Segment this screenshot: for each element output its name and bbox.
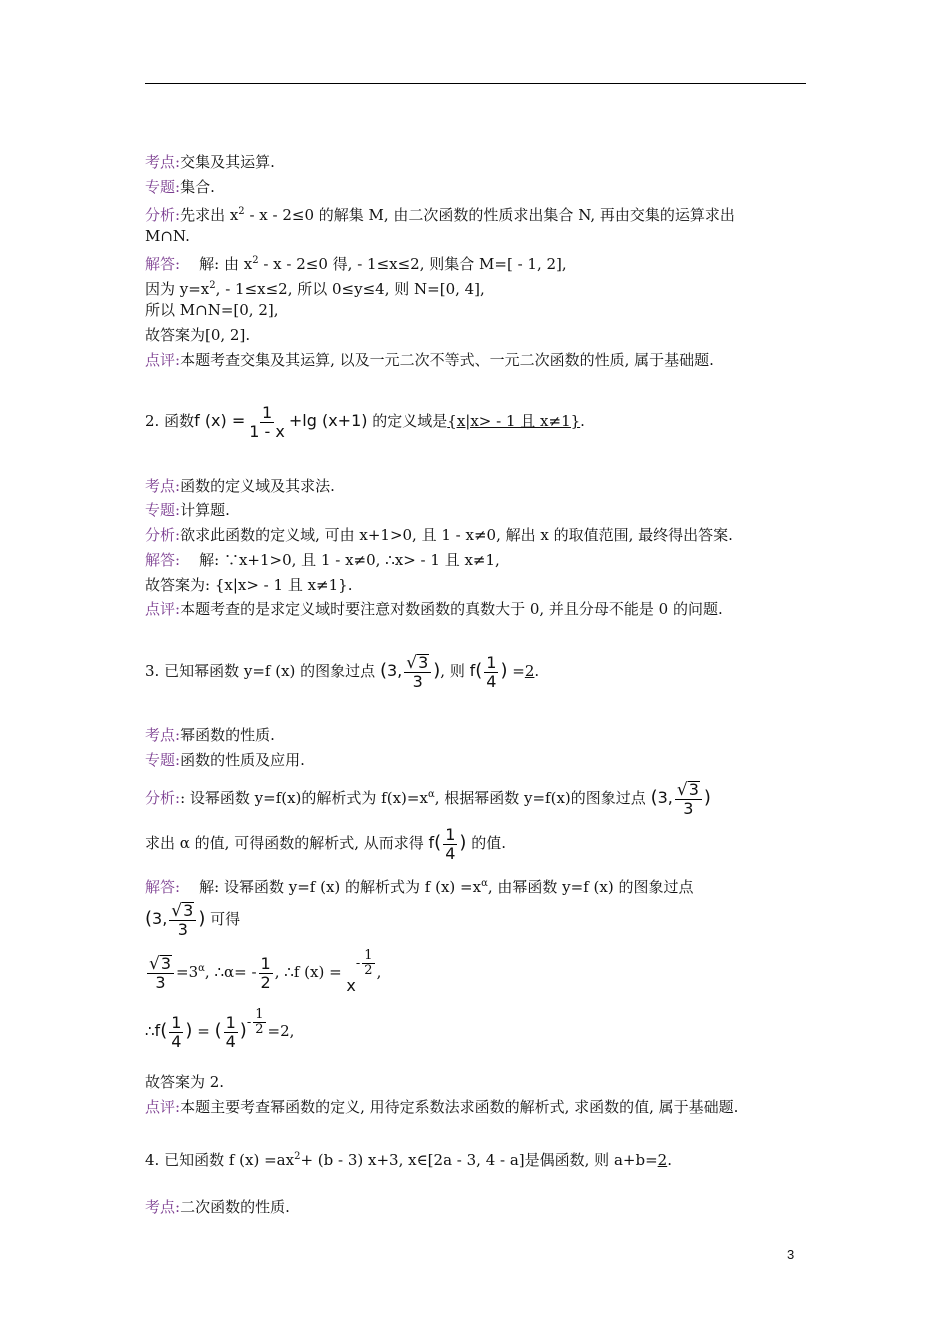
q2-fenxi: 分析:欲求此函数的定义域, 可由 x+1>0, 且 1 - x≠0, 解出 x 的取值范围, 最终得出答案. (145, 526, 733, 544)
q3-dianping: 点评:本题主要考查幂函数的定义, 用待定系数法求函数的解析式, 求函数的值, 属于基础题. (145, 1098, 739, 1116)
q3-kaodian: 考点:幂函数的性质. (145, 726, 275, 744)
q2-answer: {x|x> - 1 且 x≠1} (447, 412, 581, 430)
q3-answer-line: 故答案为 2. (145, 1073, 225, 1091)
q1-line4: 故答案为[0, 2]. (145, 326, 251, 344)
q2-stem: 2. 函数f (x) = $\frac{1}{1 - x}$ +lg (x+1) 的定义域是{x|x> - 1 且 x≠1}. (145, 402, 585, 441)
q3-answer: 2 (524, 662, 535, 680)
q4-stem: 4. 已知函数 f $(x) =ax^2+ (b - 3)$ x+3, x∈[2a - 3, 4 - a]是偶函数, 则 a+b=2. (145, 1151, 672, 1169)
q1-kaodian: 考点:交集及其运算. (145, 153, 275, 171)
q3-fenxi-cont: 求出 α 的值, 可得函数的解析式, 从而求得 f( $\frac{1}{4}$ ) 的值. (145, 824, 506, 863)
q3-point-line: (3, √ 3 3 ) 可得 (145, 900, 241, 939)
page-number: 3 (787, 1247, 795, 1262)
q3-eq1: √ 3 3 $=3^\alpha$, ∴α= - $\frac{1}{2}$ , ∴f (x) = x- $\frac{1}{2}$ , (149, 948, 382, 995)
jieda-label: 解答: (145, 255, 181, 273)
q1-dianping: 点评:本题考查交集及其运算, 以及一元二次不等式、一元二次函数的性质, 属于基础题. (145, 351, 714, 369)
q4-answer: 2 (657, 1151, 668, 1169)
q4-kaodian: 考点:二次函数的性质. (145, 1198, 290, 1216)
q3-stem: 3. 已知幂函数 y=f (x) 的图象过点 (3, √ 3 3 ), 则 f( $\frac{1}{4}$ ) =2. (145, 652, 540, 691)
q3-sqrt3-over-3: √ 3 3 (404, 654, 431, 691)
kaodian-label: 考点: (145, 153, 181, 171)
q3-zhuanti: 专题:函数的性质及应用. (145, 751, 305, 769)
q1-line2: 因为 $y=x^2$, - 1≤x≤2, 所以 0≤y≤4, 则 N=[0, 4], (145, 280, 485, 298)
dianping-label: 点评: (145, 351, 181, 369)
q1-jieda: 解答: 解: 由 $x^2 - x - 2\le 0$ 得, - 1≤x≤2, 则集合 M=[ - 1, 2], (145, 255, 567, 273)
q2-zhuanti: 专题:计算题. (145, 501, 230, 519)
q1-zhuanti: 专题:集合. (145, 178, 215, 196)
q1-fenxi: 分析:先求出 $x^2 - x - 2\le 0$ 的解集 M, 由二次函数的性质求出集合 N, 再由交集的运算求出 (145, 206, 735, 224)
zhuanti-label: 专题: (145, 178, 181, 196)
q2-fraction: $\frac{1}{1 - x}$ (249, 402, 285, 441)
fenxi-label: 分析: (145, 206, 181, 224)
q1-fenxi-cont: M∩N. (145, 227, 190, 245)
q2-kaodian: 考点:函数的定义域及其求法. (145, 477, 335, 495)
q2-line2: 故答案为: {x|x> - 1 且 x≠1}. (145, 576, 353, 594)
q2-jieda: 解答: 解: ∵x+1>0, 且 1 - x≠0, ∴x> - 1 且 x≠1, (145, 551, 500, 569)
q3-eq2: ∴f( $\frac{1}{4}$ ) = ( $\frac{1}{4}$ )- $\frac{1}{2}$ =2, (145, 1007, 295, 1051)
q3-fenxi: 分析:: 设幂函数 y=f(x)的解析式为 $f(x)=x^\alpha$, 根据幂函数 y=f(x)的图象过点 (3, √ 3 3 ) (145, 779, 711, 818)
header-rule (145, 83, 806, 84)
q2-dianping: 点评:本题考查的是求定义域时要注意对数函数的真数大于 0, 并且分母不能是 0 的问题. (145, 600, 723, 618)
q3-jieda: 解答: 解: 设幂函数 y=f (x) 的解析式为 f $(x) =x^\alpha$, 由幂函数 y=f (x) 的图象过点 (145, 878, 694, 896)
q1-line3: 所以 M∩N=[0, 2], (145, 301, 279, 319)
